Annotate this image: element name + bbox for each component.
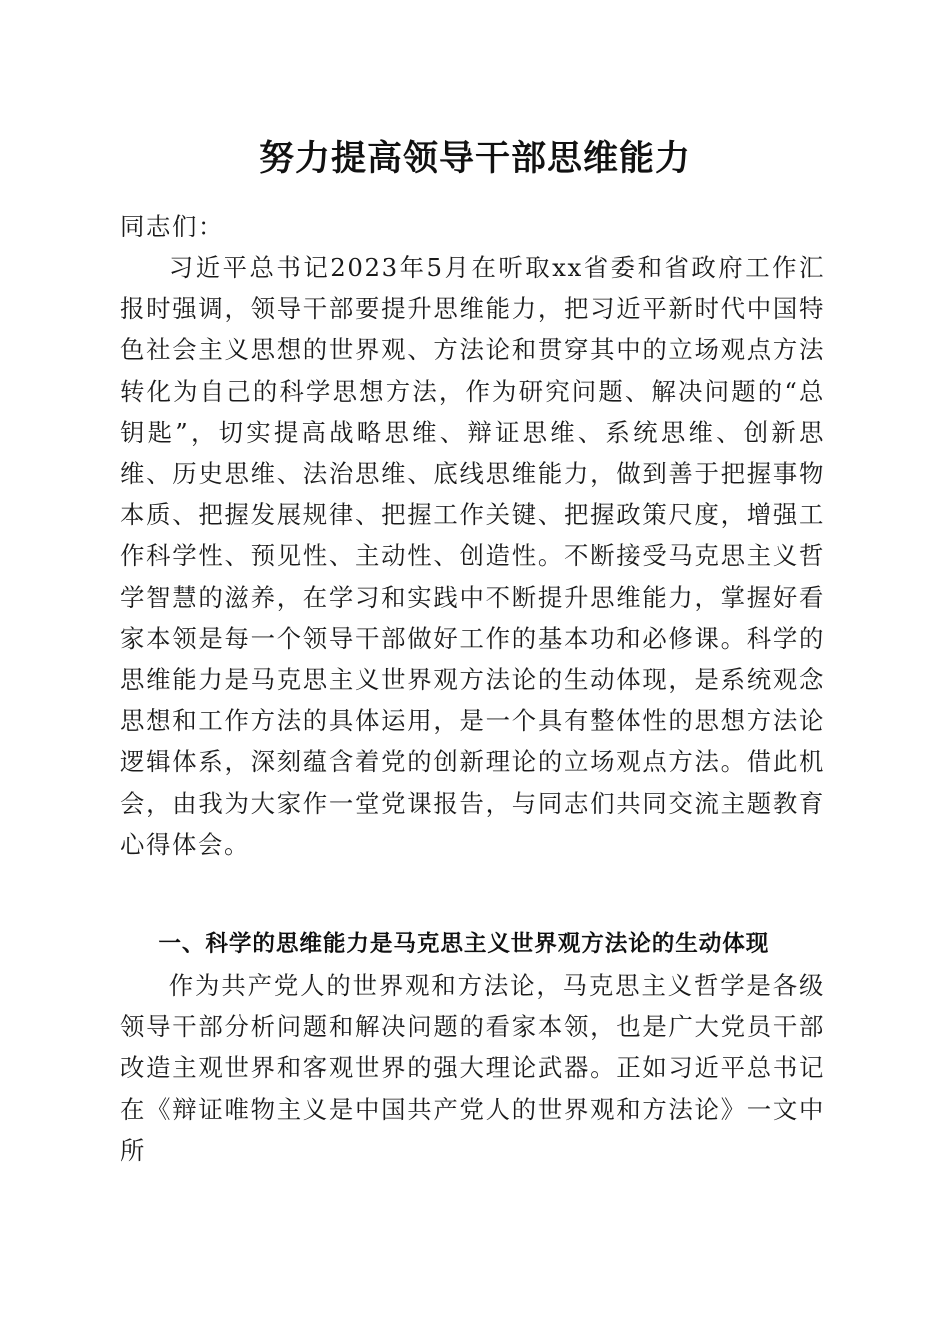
document-title: 努力提高领导干部思维能力 — [258, 138, 691, 179]
section-heading-1: 一、科学的思维能力是马克思主义世界观方法论的生动体现 — [158, 931, 770, 957]
paragraph-intro: 习近平总书记2023年5月在听取xx省委和省政府工作汇报时强调，领导干部要提升思维能力，把习近平新时代中国特色社会主义思想的世界观、方法论和贯穿其中的立场观点方法转化为自己的科学思想方法，作为研究问题、解决问题的“总钥匙”，切实提高战略思维、辩证思维、系统思维、创新思维、历史思维、法治思维、底线思维能力，做到善于把握事物本质、把握发展规律、把握工作关键、把握政策尺度，增强工作科学性、预见性、主动性、创造性。不断接受马克思主义哲学智慧的滋养，在学习和实践中不断提升思维能力，掌握好看家本领是每一个领导干部做好工作的基本功和必修课。科学的思维能力是马克思主义世界观方法论的生动体现，是系统观念思想和工作方法的具体运用，是一个具有整体性的思想方法论逻辑体系，深刻蕴含着党的创新理论的立场观点方法。借此机会，由我为大家作一堂党课报告，与同志们共同交流主题教育心得体会。 — [120, 253, 825, 859]
salutation: 同志们： — [120, 212, 224, 241]
paragraph-section-1: 作为共产党人的世界观和方法论，马克思主义哲学是各级领导干部分析问题和解决问题的看家本领，也是广大党员干部改造主观世界和客观世界的强大理论武器。正如习近平总书记在《辩证唯物主义是中国共产党人的世界观和方法论》一文中所 — [120, 971, 825, 1165]
